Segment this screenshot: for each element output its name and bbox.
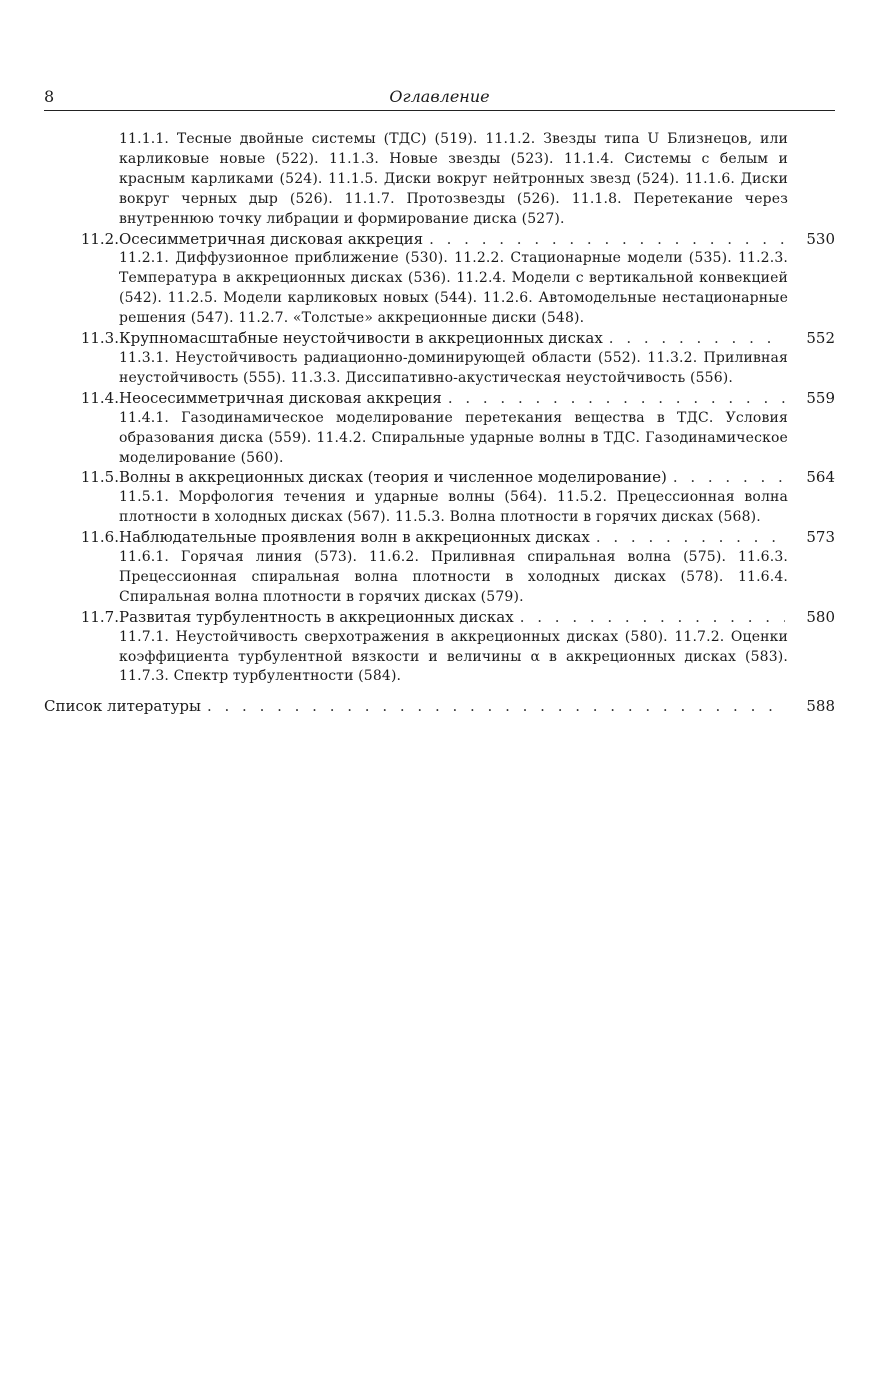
toc-entry-title: Наблюдательные проявления волн в аккреционных дисках bbox=[119, 528, 590, 547]
table-of-contents bbox=[44, 130, 835, 717]
dot-leader bbox=[448, 389, 785, 409]
dot-leader bbox=[596, 528, 785, 548]
toc-entry-number: 11.5. bbox=[80, 468, 119, 487]
toc-subsection-text: 11.2.1. Диффузионное приближение (530). 11.2.2. Стационарные модели (535). 11.2.3. Температура в аккреционных дисках (536). 11.2.4. Модели с вертикальной конвекцией (542). 11.2.5. Модели карликовых новых (544). 11.2.6. Автомодельные нестационарные решения (547). 11.2.7. «Толстые» аккреционные диски (548). bbox=[119, 250, 788, 327]
toc-entry-11-5[interactable] bbox=[44, 468, 835, 488]
toc-subsection-text: 11.5.1. Морфология течения и ударные волны (564). 11.5.2. Прецессионная волна плотности в холодных дисках (567). 11.5.3. Волна плотности в горячих дисках (568). bbox=[119, 489, 788, 526]
toc-subsection-text: 11.3.1. Неустойчивость радиационно-доминирующей области (552). 11.3.2. Приливная неустойчивость (555). 11.3.3. Диссипативно-акустическая неустойчивость (556). bbox=[119, 349, 788, 386]
toc-entry-title: Список литературы bbox=[44, 697, 201, 716]
dot-leader bbox=[609, 329, 785, 349]
dot-leader bbox=[520, 608, 785, 628]
toc-entry-11-4[interactable] bbox=[44, 389, 835, 409]
toc-entry-title: Неосесимметричная дисковая аккреция bbox=[119, 388, 442, 407]
toc-entry-11-6[interactable] bbox=[44, 528, 835, 548]
toc-entry-title: Крупномасштабные неустойчивости в аккреционных дисках bbox=[119, 329, 603, 348]
toc-subsection-text: 11.6.1. Горячая линия (573). 11.6.2. Приливная спиральная волна (575). 11.6.3. Прецессионная спиральная волна плотности в холодных дисках (578). 11.6.4. Спиральная волна плотности в горячих дисках (579). bbox=[119, 549, 788, 605]
toc-entry-title: Волны в аккреционных дисках (теория и численное моделирование) bbox=[119, 468, 667, 487]
toc-entry-page: 588 bbox=[806, 697, 835, 716]
toc-entry-11-3[interactable] bbox=[44, 329, 835, 349]
toc-entry-page: 559 bbox=[806, 388, 835, 407]
toc-entry-title: Осесимметричная дисковая аккреция bbox=[119, 229, 424, 248]
toc-entry-number: 11.4. bbox=[80, 388, 119, 407]
toc-entry-11-2[interactable] bbox=[44, 230, 835, 250]
dot-leader bbox=[207, 697, 785, 717]
toc-entry-page: 580 bbox=[806, 607, 835, 626]
toc-entry-number: 11.3. bbox=[80, 329, 119, 348]
toc-entry-number: 11.2. bbox=[80, 229, 119, 248]
toc-entry-number: 11.6. bbox=[80, 528, 119, 547]
spacer bbox=[44, 687, 835, 697]
toc-entry-number: 11.7. bbox=[80, 607, 119, 626]
toc-entry-page: 552 bbox=[806, 329, 835, 348]
header-rule bbox=[44, 110, 835, 111]
toc-subsection-text: 11.7.1. Неустойчивость сверхотражения в аккреционных дисках (580). 11.7.2. Оценки коэффициента турбулентной вязкости и величины α в аккреционных дисках (583). 11.7.3. Спектр турбулентности (584). bbox=[119, 628, 788, 685]
dot-leader bbox=[673, 468, 785, 488]
toc-subsection-text: 11.1.1. Тесные двойные системы (ТДС) (519). 11.1.2. Звезды типа U Близнецов, или карликовые новые (522). 11.1.3. Новые звезды (523). 11.1.4. Системы с белым и красным карликами (524). 11.1.5. Диски вокруг нейтронных звезд (524). 11.1.6. Диски вокруг черных дыр (526). 11.1.7. Протозвезды (526). 11.1.8. Перетекание через внутреннюю точку либрации и формирование диска (527). bbox=[119, 131, 788, 227]
running-title: Оглавление bbox=[389, 87, 490, 106]
toc-entry-page: 564 bbox=[806, 468, 835, 487]
toc-entry-title: Развитая турбулентность в аккреционных дисках bbox=[119, 607, 514, 626]
toc-entry-11-7[interactable] bbox=[44, 608, 835, 628]
toc-entry-bibliography[interactable] bbox=[44, 697, 835, 717]
page-number: 8 bbox=[44, 87, 55, 106]
dot-leader bbox=[429, 230, 785, 250]
toc-entry-page: 530 bbox=[806, 229, 835, 248]
page-header bbox=[44, 86, 835, 110]
toc-entry-page: 573 bbox=[806, 528, 835, 547]
toc-subsection-text: 11.4.1. Газодинамическое моделирование перетекания вещества в ТДС. Условия образования диска (559). 11.4.2. Спиральные ударные волны в ТДС. Газодинамическое моделирование (560). bbox=[119, 409, 788, 466]
